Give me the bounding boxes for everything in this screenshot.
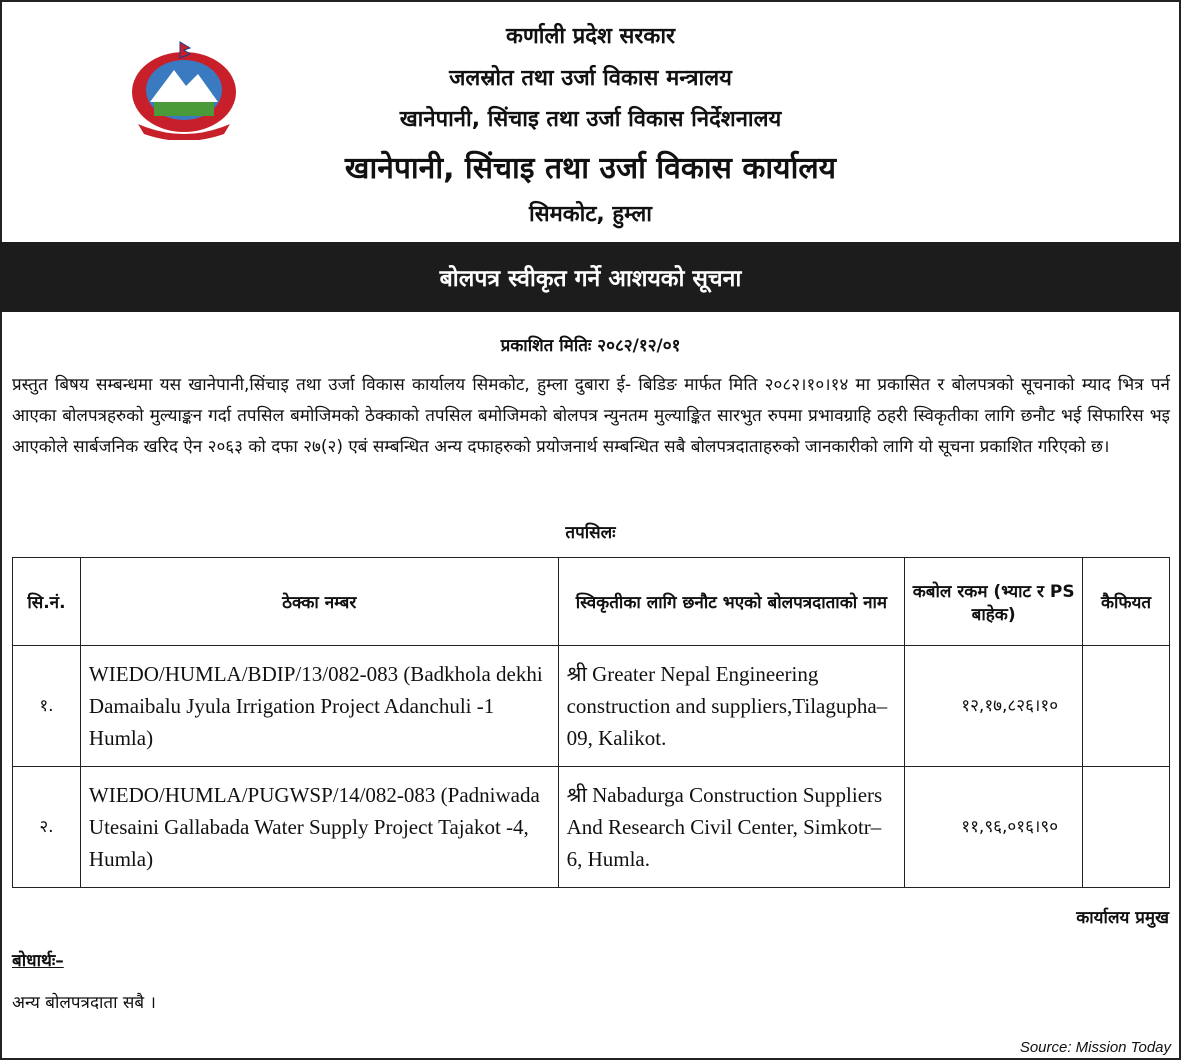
header-remarks: कैफियत [1083, 558, 1170, 646]
details-label: तपसिलः [565, 523, 616, 543]
cc-label: बोधार्थः– [12, 951, 64, 971]
bid-table [12, 557, 1170, 888]
row-bidder: श्री Greater Nepal Engineering construction and suppliers,Tilagupha–09, Kalikot. [558, 646, 905, 767]
published-date: प्रकाशित मितिः २०८२/१२/०१ [500, 336, 681, 356]
notice-body: प्रस्तुत बिषय सम्बन्धमा यस खानेपानी,सिंचाइ तथा उर्जा विकास कार्यालय सिमकोट, हुम्ला दुबारा ई- बिडिङ मार्फत मिति २०८२।१०।१४ मा प्रकासित र बोलपत्रको सूचनाको म्याद भित्र पर्न आएका बोलपत्रहरुको मुल्याङ्कन गर्दा तपसिल बमोजिमको ठेक्काको तपसिल बमोजिमको बोलपत्र न्युनतम मुल्याङ्कित सारभुत रुपमा प्रभावग्राहि ठहरी स्विकृतीका लागि छनौट भई सिफारिस भइ आएकोले सार्बजनिक खरिद ऐन २०६३ को दफा २७(२) एबं सम्बन्धित अन्य दफाहरुको प्रयोजनार्थ सम्बन्धित सबै बोलपत्रदाताहरुको जानकारीको लागि यो सूचना प्रकाशित गरिएको छ। [12, 375, 1170, 457]
row-sn: २. [13, 767, 81, 888]
province-name: कर्णाली प्रदेश सरकार [505, 24, 676, 49]
office-name: खानेपानी, सिंचाइ तथा उर्जा विकास कार्यालय [344, 151, 837, 186]
row-contract: WIEDO/HUMLA/BDIP/13/082-083 (Badkhola dekhi Damaibalu Jyula Irrigation Project Adanchuli -1 Humla) [80, 646, 558, 767]
header-amount: कबोल रकम (भ्याट र PS बाहेक) [905, 558, 1083, 646]
row-sn: १. [13, 646, 81, 767]
office-location: सिमकोट, हुम्ला [529, 202, 652, 227]
row-remarks [1083, 767, 1170, 888]
header-sn: सि.नं. [13, 558, 81, 646]
table-header-row [13, 558, 1170, 646]
row-remarks [1083, 646, 1170, 767]
table-row [13, 767, 1170, 888]
cc-text: अन्य बोलपत्रदाता सबै । [12, 993, 156, 1013]
row-contract: WIEDO/HUMLA/PUGWSP/14/082-083 (Padniwada Utesaini Gallabada Water Supply Project Tajakot -4, Humla) [80, 767, 558, 888]
row-amount: ११,९६,०१६।९० [905, 767, 1083, 888]
row-bidder: श्री Nabadurga Construction Suppliers And Research Civil Center, Simkotr–6, Humla. [558, 767, 905, 888]
source-credit: Source: Mission Today [1019, 1039, 1171, 1056]
header-contract: ठेक्का नम्बर [80, 558, 558, 646]
ministry-name: जलस्रोत तथा उर्जा विकास मन्त्रालय [449, 66, 732, 91]
notice-title: बोलपत्र स्वीकृत गर्ने आशयको सूचना [0, 242, 1181, 312]
table-row [13, 646, 1170, 767]
signatory: कार्यालय प्रमुख [1076, 908, 1169, 928]
header-bidder: स्विकृतीका लागि छनौट भएको बोलपत्रदाताको नाम [558, 558, 905, 646]
row-amount: १२,१७,८२६।१० [905, 646, 1083, 767]
directorate-name: खानेपानी, सिंचाइ तथा उर्जा विकास निर्देशनालय [399, 107, 782, 132]
